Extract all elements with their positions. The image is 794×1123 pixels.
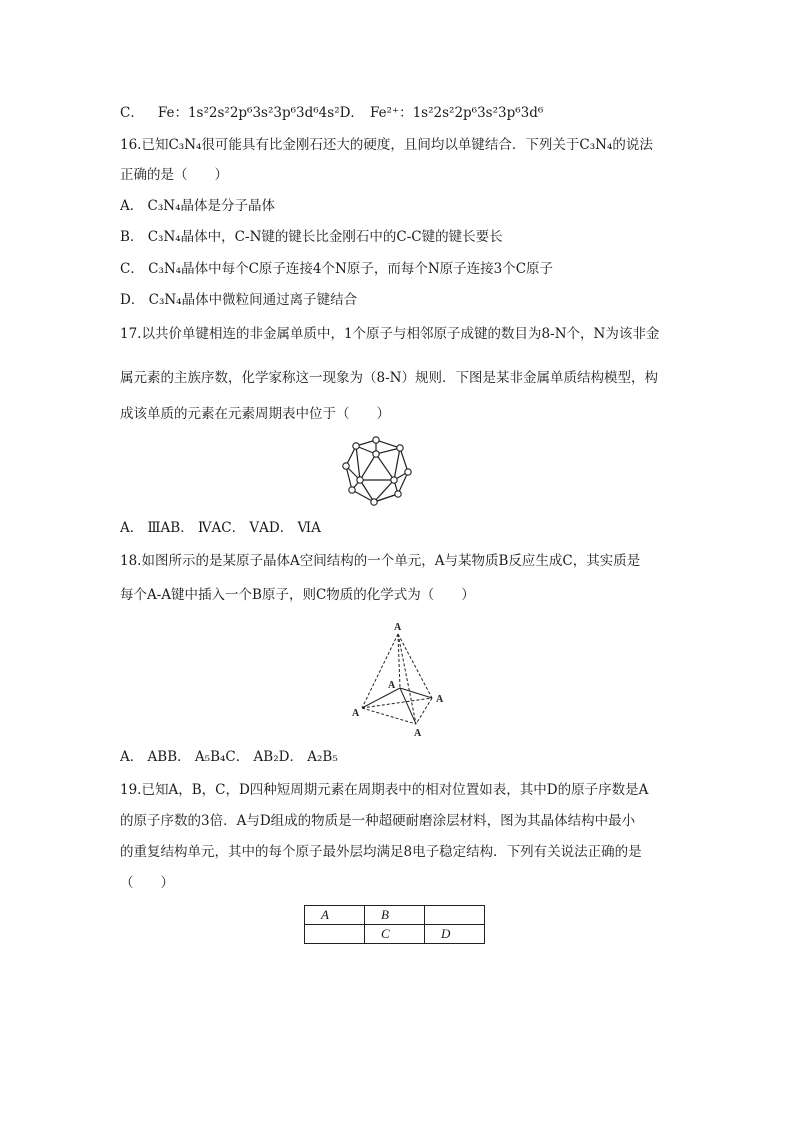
q17-options: A． ⅢAB． ⅣAC． ⅤAD． ⅥA <box>120 520 321 536</box>
table-cell: C <box>365 925 425 944</box>
tetrahedron-label-left: A <box>352 708 360 719</box>
tetrahedron-label-top: A <box>394 622 402 633</box>
q17-stem-line1: 17.以共价单键相连的非金属单质中，1个原子与相邻原子成键的数目为8-N个，N为该非金 <box>120 326 660 342</box>
q19-stem-line3: 的重复结构单元，其中的每个原子最外层均满足8电子稳定结构．下列有关说法正确的是 <box>120 844 642 860</box>
q15-option-c-label: C． <box>120 105 144 121</box>
table-cell <box>305 925 365 944</box>
q18-stem-line2: 每个A-A键中插入一个B原子，则C物质的化学式为（ ） <box>120 587 475 603</box>
q15-option-c-text: Fe：1s²2s²2p⁶3s²3p⁶3d⁶4s²D． <box>157 105 364 121</box>
table-row <box>305 925 485 944</box>
table-row <box>305 906 485 925</box>
tetrahedron-label-right: A <box>436 694 444 705</box>
q18-stem-line1: 18.如图所示的是某原子晶体A空间结构的一个单元，A与某物质B反应生成C，其实质是 <box>120 553 641 569</box>
icosahedron-structure-figure <box>338 432 418 512</box>
table-cell: B <box>365 906 425 925</box>
q15-option-d-text: Fe²⁺：1s²2s²2p⁶3s²3p⁶3d⁶ <box>369 105 544 121</box>
q16-option-a: A． C₃N₄晶体是分子晶体 <box>120 198 276 214</box>
table-cell: A <box>305 906 365 925</box>
q19-stem-line4: （ ） <box>120 875 174 891</box>
tetrahedron-structure-figure <box>348 620 448 740</box>
table-cell <box>425 906 485 925</box>
q16-option-d: D． C₃N₄晶体中微粒间通过离子键结合 <box>120 292 358 308</box>
tetrahedron-label-center: A <box>388 680 396 691</box>
q16-stem-line2: 正确的是（ ） <box>120 167 228 183</box>
q17-stem-line2: 属元素的主族序数，化学家称这一现象为（8-N）规则．下图是某非金属单质结构模型，构 <box>120 370 658 386</box>
q16-option-c: C． C₃N₄晶体中每个C原子连接4个N原子，而每个N原子连接3个C原子 <box>120 261 554 277</box>
q18-options: A． ABB． A₅B₄C． AB₂D． A₂B₅ <box>120 749 338 765</box>
q16-stem-line1: 16.已知C₃N₄很可能具有比金刚石还大的硬度，且间均以单键结合．下列关于C₃N₄的说法 <box>120 137 653 153</box>
q19-stem-line1: 19.已知A，B，C，D四种短周期元素在周期表中的相对位置如表，其中D的原子序数是A <box>120 782 649 798</box>
periodic-position-table <box>304 905 485 944</box>
q16-option-b: B． C₃N₄晶体中，C-N键的键长比金刚石中的C-C键的键长要长 <box>120 229 503 245</box>
table-cell: D <box>425 925 485 944</box>
q15-options-line <box>120 104 543 122</box>
q17-stem-line3: 成该单质的元素在元素周期表中位于（ ） <box>120 406 390 422</box>
tetrahedron-label-bottom: A <box>414 728 422 739</box>
q19-stem-line2: 的原子序数的3倍．A与D组成的物质是一种超硬耐磨涂层材料，图为其晶体结构中最小 <box>120 813 636 829</box>
